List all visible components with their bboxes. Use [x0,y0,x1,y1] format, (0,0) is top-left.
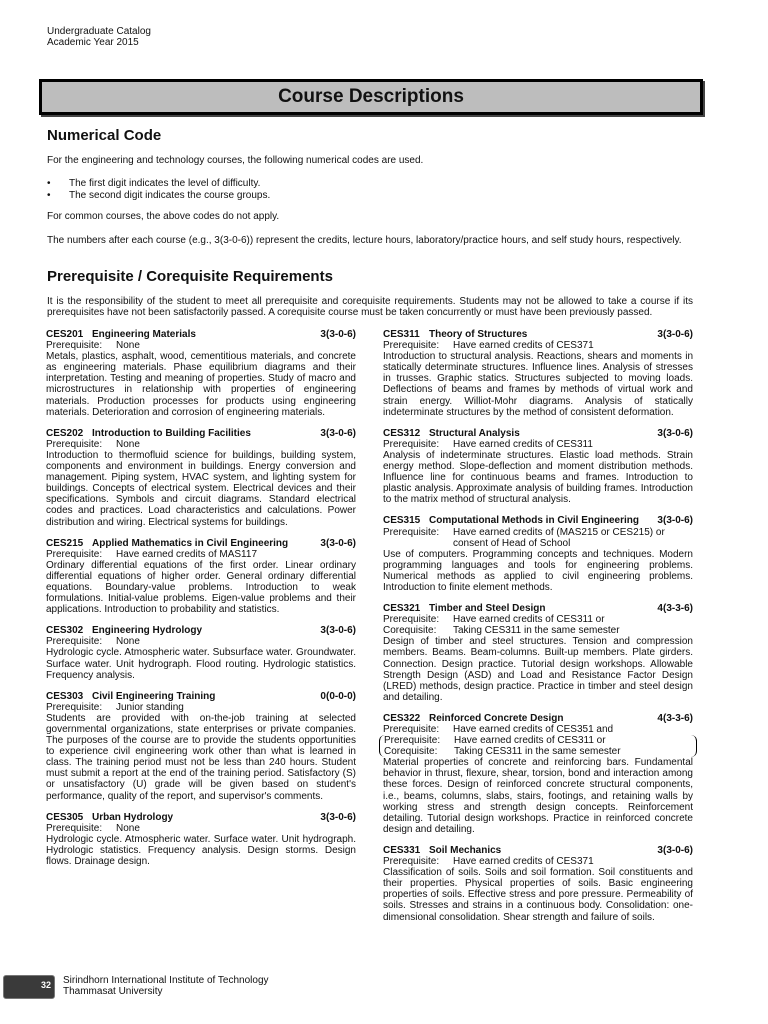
bullet-text: The first digit indicates the level of difficulty. [69,178,261,189]
course-ces303 [46,691,356,802]
numerical-intro: For the engineering and technology courses, the following numerical codes are used. [47,155,424,166]
course-ces305 [46,812,356,867]
coreq-label: Corequisite: [383,625,437,637]
course-title: Introduction to Building Facilities [92,427,251,439]
course-description: Students are provided with on-the-job training at selected governmental organizations, state enterprises or private companies. The purposes of the course are to provide the students opportunities to experience civil engineering work other than what is learned in class. The training period must not be less than 240 hours. Student must submit a report at the end of the training period. Satisfactory (S) or unsatisfactory (U) grade will be given based on student's performance, quality of the report, and supervisor's comments. [46,712,356,802]
course-code: CES201 [46,329,84,340]
footer-line-2: Thammasat University [63,986,163,997]
course-code: CES302 [46,625,84,637]
prereq-value: Have earned credits of (MAS215 or CES215) or consent of Head of School [453,526,665,549]
prereq-value: None [116,822,140,834]
coreq-value: Taking CES311 in the same semester [454,746,621,758]
course-description: Design of timber and steel structures. Tension and compression members. Beams. Beam-columns. Built-up members. Plate girders. Connection. Design practice. Tutorial design workshops. Allowable Strength Design (ASD) and Load and Resistance Factor Design (LRED) methods, design practice. Practice in timber and steel design and detailing. [383,636,693,703]
prereq-text: It is the responsibility of the student to meet all prerequisite and corequisite requirements. Students may not be allowed to take a course if its prerequisites have not been satisfactorily passed. A corequisite course must be taken concurrently or must have been previously passed. [47,296,693,318]
course-description: Use of computers. Programming concepts and techniques. Modern programming languages and tools for engineering problems. Numerical methods as applied to civil engineering problems. Introduction to finite element methods. [383,548,693,593]
prereq-heading: Prerequisite / Corequisite Requirements [47,268,333,285]
course-credits: 3(3-0-6) [320,329,356,340]
course-title: Engineering Hydrology [92,625,203,637]
course-title: Structural Analysis [429,427,520,439]
prereq-label: Prerequisite: [383,614,440,626]
course-credits: 0(0-0-0) [320,690,356,702]
prereq-label: Prerequisite: [46,438,103,450]
course-code: CES312 [383,427,421,439]
prereq-label: Prerequisite: [383,526,440,538]
course-credits: 3(3-0-6) [657,515,693,527]
prereq-label: Prerequisite: [383,724,440,735]
course-code: CES322 [383,712,421,724]
course-description: Material properties of concrete and reinforcing bars. Fundamental behavior in thrust, flexure, shear, torsion, bond and interaction among these forces. Design of reinforced concrete structural components, i.e., beams, columns, slabs, stairs, footings, and retaining walls by working stress and strength design concepts. Reinforcement detailing. Tutorial design workshops. Practice in reinforced concrete design and detailing. [383,757,693,835]
course-description: Introduction to thermofluid science for buildings, building system, components and environment in buildings. Energy conversion and management. Piping system, HVAC system, and lighting system for buildings. Concepts of electrical system. Electrical devices and their specifications. Symbols and circuit diagrams. Standard electrical codes and practices. Load characteristics and calculations. Power distribution and wiring. Electrical systems for buildings. [46,449,356,528]
course-title: Timber and Steel Design [429,603,546,615]
prereq-value: None [116,340,140,352]
course-credits: 3(3-0-6) [320,427,356,439]
prereq-value: Have earned credits of CES371 [453,340,594,352]
left-column [46,329,356,877]
credits-note: The numbers after each course (e.g., 3(3-0-6)) represent the credits, lecture hours, laboratory/practice hours, and self study hours, respectively. [47,235,682,246]
prereq-label: Prerequisite: [46,701,103,713]
course-ces331 [383,845,693,923]
course-title: Computational Methods in Civil Engineering [429,515,640,527]
page-title: Course Descriptions [39,79,703,115]
prereq-label: Prerequisite: [383,340,440,352]
page-footer [0,972,768,1002]
course-ces202 [46,428,356,528]
course-title: Soil Mechanics [429,844,502,856]
course-credits: 3(3-0-6) [320,537,356,549]
list-item: • The first digit indicates the level of difficulty. [47,178,261,189]
course-credits: 3(3-0-6) [320,811,356,823]
course-credits: 4(3-3-6) [657,603,693,615]
catalog-header [47,26,151,48]
course-title: Applied Mathematics in Civil Engineering [92,537,289,549]
course-code: CES311 [383,329,420,340]
course-description: Metals, plastics, asphalt, wood, cementitious materials, and concrete as engineering materials. Phase equilibrium diagrams and their interpretation. Testing and meaning of properties. Study of macro and microstructures in relationship with properties of engineering materials. Production processes for products using engineering materials. Deterioration and corrosion of engineering materials. [46,351,356,418]
course-ces312 [383,428,693,506]
course-credits: 3(3-0-6) [657,427,693,439]
course-title: Theory of Structures [429,329,528,340]
header-line-1: Undergraduate Catalog [47,26,151,37]
prereq-label: Prerequisite: [46,822,103,834]
header-line-2: Academic Year 2015 [47,37,139,48]
course-ces311 [383,329,693,418]
coreq-label: Corequisite: [384,746,438,758]
prereq-value: Have earned credits of CES311 or [453,614,605,626]
prereq-label: Prerequisite: [46,636,103,648]
prereq-label: Prerequisite: [46,548,103,560]
course-ces201 [46,329,356,418]
course-title: Reinforced Concrete Design [429,712,564,724]
course-code: CES331 [383,844,421,856]
course-ces302 [46,625,356,680]
footer-line-1: Sirindhorn International Institute of Technology [63,975,269,986]
course-credits: 4(3-3-6) [657,712,693,724]
course-title: Engineering Materials [92,329,196,340]
course-ces315 [383,515,693,593]
prereq-value: Junior standing [116,701,184,713]
prereq-value: Have earned credits of CES311 [453,438,593,450]
course-ces215 [46,538,356,616]
prereq-value: Have earned credits of CES371 [453,856,594,868]
prereq-value: None [116,438,140,450]
right-column [383,329,693,933]
common-note: For common courses, the above codes do not apply. [47,211,280,222]
prereq-value: Have earned credits of CES311 or [454,735,606,747]
course-code: CES215 [46,537,84,549]
course-title: Urban Hydrology [92,811,174,823]
page-number: 32 [40,980,51,990]
course-title: Civil Engineering Training [92,690,216,702]
course-description: Analysis of indeterminate structures. Elastic load methods. Strain energy method. Slope-deflection and moment distribution methods. Influence line for continuous beams and frames. Introduction to plastic analysis. Approximate analysis of building frames. Introduction to the matrix method of structural analysis. [383,449,693,506]
course-description: Introduction to structural analysis. Reactions, shears and moments in statically determinate structures. Influence lines. Analysis of stresses in trusses. Graphic statics. Structures subjected to moving loads. Deflections of beams and frames by methods of virtual work and strain energy. Williot-Mohr diagrams. Analysis of statically indeterminate structures by the method of consistent deformation. [383,351,693,418]
course-ces322 [383,713,693,835]
alternative-requirements-bracket [379,735,697,757]
course-description: Hydrologic cycle. Atmospheric water. Surface water. Unit hydrograph. Hydrologic statistics. Frequency analysis. Design storms. Design flows. Drainage design. [46,833,356,868]
course-description: Hydrologic cycle. Atmospheric water. Subsurface water. Groundwater. Surface water. Unit hydrograph. Flood routing. Hydrologic statistics. Frequency analysis. [46,647,356,681]
course-code: CES321 [383,603,421,615]
course-credits: 3(3-0-6) [657,844,693,856]
prereq-value: Have earned credits of CES351 and [453,724,614,735]
numerical-code-heading: Numerical Code [47,127,162,144]
course-description: Classification of soils. Soils and soil formation. Soil constituents and their properties. Physical properties of soils. Basic engineering properties of soils. Effective stress and pore pressure. Permeability of soils. Stresses and strains in a continuous body. Consolidation: one-dimensional consolidation. Shear strength and failure of soils. [383,867,693,923]
course-credits: 3(3-0-6) [657,329,693,340]
list-item: • The second digit indicates the course groups. [47,190,271,201]
prereq-label: Prerequisite: [384,735,441,747]
course-code: CES202 [46,427,84,439]
page-number-tab [3,975,55,999]
prereq-value: Have earned credits of MAS117 [116,548,258,560]
course-description: Ordinary differential equations of the first order. Linear ordinary differential equations of higher order. General ordinary differential equations. Boundary-value problems. Introduction to weak formulations. Initial-value problems. Eigen-value problems and their applications. Introduction to probability and statistics. [46,559,356,616]
coreq-value: Taking CES311 in the same semester [453,625,620,637]
course-code: CES303 [46,690,84,702]
prereq-label: Prerequisite: [46,340,103,352]
footer-institution [63,975,269,997]
course-code: CES315 [383,515,421,527]
course-code: CES305 [46,811,84,823]
prereq-label: Prerequisite: [383,438,440,450]
course-ces321 [383,603,693,703]
prereq-label: Prerequisite: [383,856,440,868]
course-credits: 3(3-0-6) [320,625,356,637]
bullet-text: The second digit indicates the course groups. [69,190,271,201]
prereq-value: None [116,636,140,648]
numerical-bullets [47,178,270,202]
